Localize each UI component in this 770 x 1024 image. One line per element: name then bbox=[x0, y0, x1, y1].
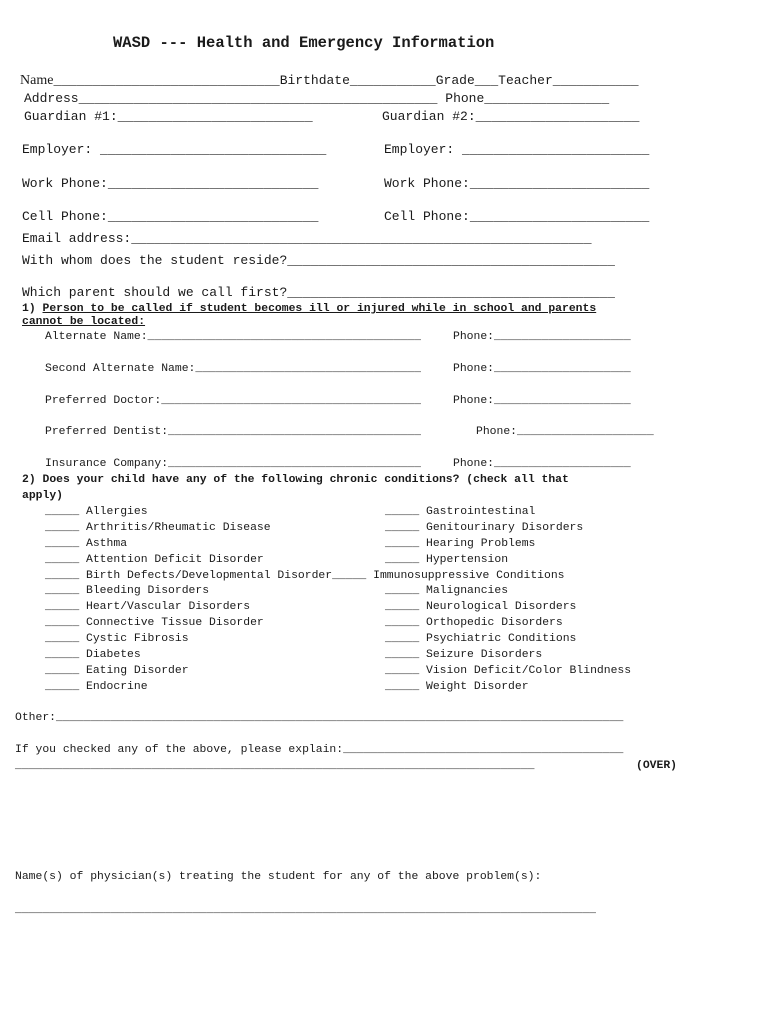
section-1-heading bbox=[22, 302, 596, 316]
birthdate-label: Birthdate bbox=[279, 73, 350, 88]
phone-label: Phone bbox=[445, 91, 485, 106]
condition-item[interactable]: _____ Seizure Disorders bbox=[385, 649, 543, 662]
condition-item[interactable]: _____ Eating Disorder bbox=[45, 664, 189, 677]
preferred-doctor-field[interactable]: Preferred Doctor:______________________________________ bbox=[45, 395, 421, 407]
condition-item[interactable]: _____ Attention Deficit Disorder bbox=[45, 553, 264, 566]
name-field[interactable]: _____________________________ bbox=[53, 73, 280, 88]
condition-item[interactable]: _____ Asthma bbox=[45, 537, 128, 550]
condition-item[interactable]: _____ Heart/Vascular Disorders bbox=[45, 601, 251, 614]
dentist-phone-field[interactable]: Phone:____________________ bbox=[476, 426, 654, 438]
explain-line-2[interactable]: ____________________________________________________________________________ bbox=[15, 760, 535, 772]
cell-phone-1-field[interactable]: Cell Phone:___________________________ bbox=[22, 209, 319, 224]
phone-field[interactable]: ________________ bbox=[484, 91, 610, 106]
condition-item[interactable]: _____ Psychiatric Conditions bbox=[385, 633, 577, 646]
condition-item[interactable]: _____ Gastrointestinal bbox=[385, 506, 536, 518]
page-title: WASD --- Health and Emergency Information bbox=[113, 34, 495, 52]
teacher-field[interactable]: ___________ bbox=[552, 73, 639, 88]
section-1-heading-cont: cannot be located: bbox=[22, 316, 146, 328]
email-field[interactable]: Email address:___________________________________________________________ bbox=[22, 231, 592, 246]
condition-item[interactable]: _____ Malignancies bbox=[385, 585, 509, 598]
condition-item[interactable]: _____ Orthopedic Disorders bbox=[385, 617, 563, 630]
other-field[interactable]: Other:___________________________________________________________________________________ bbox=[15, 712, 624, 724]
condition-item[interactable]: _____ Arthritis/Rheumatic Disease bbox=[45, 521, 271, 534]
condition-item[interactable]: _____ Genitourinary Disorders bbox=[385, 521, 584, 534]
explain-field[interactable]: If you checked any of the above, please explain:_________________________________________ bbox=[15, 744, 624, 756]
alternate-phone-field[interactable]: Phone:____________________ bbox=[453, 331, 631, 343]
condition-item[interactable]: _____ Neurological Disorders bbox=[385, 601, 577, 614]
condition-item[interactable]: _____ Hypertension bbox=[385, 553, 509, 566]
condition-item[interactable]: _____ Vision Deficit/Color Blindness bbox=[385, 664, 632, 677]
doctor-phone-field[interactable]: Phone:____________________ bbox=[453, 395, 631, 407]
condition-item-empty bbox=[385, 569, 631, 585]
physicians-field[interactable]: _____________________________________________________________________________________ bbox=[15, 904, 597, 916]
guardian-2-field[interactable]: Guardian #2:_____________________ bbox=[382, 109, 640, 124]
guardian-1-field[interactable]: Guardian #1:_________________________ bbox=[24, 109, 313, 124]
section-2-heading-cont: apply) bbox=[22, 490, 64, 502]
section-2-heading: 2) Does your child have any of the following chronic conditions? (check all that bbox=[22, 474, 569, 486]
condition-item[interactable]: _____ Diabetes bbox=[45, 649, 141, 662]
preferred-dentist-field[interactable]: Preferred Dentist:_____________________________________ bbox=[45, 426, 421, 438]
employer-1-field[interactable]: Employer: _____________________________ bbox=[22, 142, 327, 157]
section-1-heading-text: Person to be called if student becomes ill or injured while in school and parents bbox=[42, 303, 597, 315]
teacher-label: Teacher bbox=[498, 73, 553, 88]
condition-item[interactable]: _____ Cystic Fibrosis bbox=[45, 633, 189, 646]
first-call-field[interactable]: Which parent should we call first?__________________________________________ bbox=[22, 285, 615, 300]
condition-item[interactable]: _____ Weight Disorder bbox=[385, 680, 529, 693]
second-alternate-phone-field[interactable]: Phone:____________________ bbox=[453, 363, 631, 375]
section-1-number: 1) bbox=[22, 303, 43, 315]
reside-field[interactable]: With whom does the student reside?__________________________________________ bbox=[22, 253, 615, 268]
birthdate-field[interactable]: ___________ bbox=[349, 73, 436, 88]
grade-label: Grade bbox=[435, 73, 475, 88]
address-field[interactable]: ______________________________________________ bbox=[78, 91, 438, 106]
over-note: (OVER) bbox=[636, 760, 678, 772]
work-phone-1-field[interactable]: Work Phone:___________________________ bbox=[22, 176, 319, 191]
condition-item[interactable]: _____ Connective Tissue Disorder bbox=[45, 617, 264, 630]
cell-phone-2-field[interactable]: Cell Phone:_______________________ bbox=[384, 209, 650, 224]
conditions-right-column bbox=[385, 505, 631, 696]
insurance-phone-field[interactable]: Phone:____________________ bbox=[453, 458, 631, 470]
name-label: Name bbox=[20, 73, 54, 88]
alternate-name-field[interactable]: Alternate Name:________________________________________ bbox=[45, 331, 421, 343]
insurance-company-field[interactable]: Insurance Company:_____________________________________ bbox=[45, 458, 421, 470]
second-alternate-name-field[interactable]: Second Alternate Name:_________________________________ bbox=[45, 363, 421, 375]
condition-item[interactable]: _____ Bleeding Disorders bbox=[45, 585, 210, 598]
condition-item[interactable]: _____ Allergies bbox=[45, 506, 148, 518]
student-row bbox=[20, 73, 639, 88]
grade-field[interactable]: ___ bbox=[474, 73, 499, 88]
address-row bbox=[24, 91, 609, 106]
condition-item[interactable]: _____ Birth Defects/Developmental Disorder_____ Immunosuppressive Conditions bbox=[45, 569, 565, 582]
condition-item[interactable]: _____ Hearing Problems bbox=[385, 537, 536, 550]
employer-2-field[interactable]: Employer: ________________________ bbox=[384, 142, 650, 157]
condition-item[interactable]: _____ Endocrine bbox=[45, 680, 148, 693]
address-label: Address bbox=[24, 91, 79, 106]
physicians-label: Name(s) of physician(s) treating the student for any of the above problem(s): bbox=[15, 871, 542, 883]
work-phone-2-field[interactable]: Work Phone:_______________________ bbox=[384, 176, 650, 191]
